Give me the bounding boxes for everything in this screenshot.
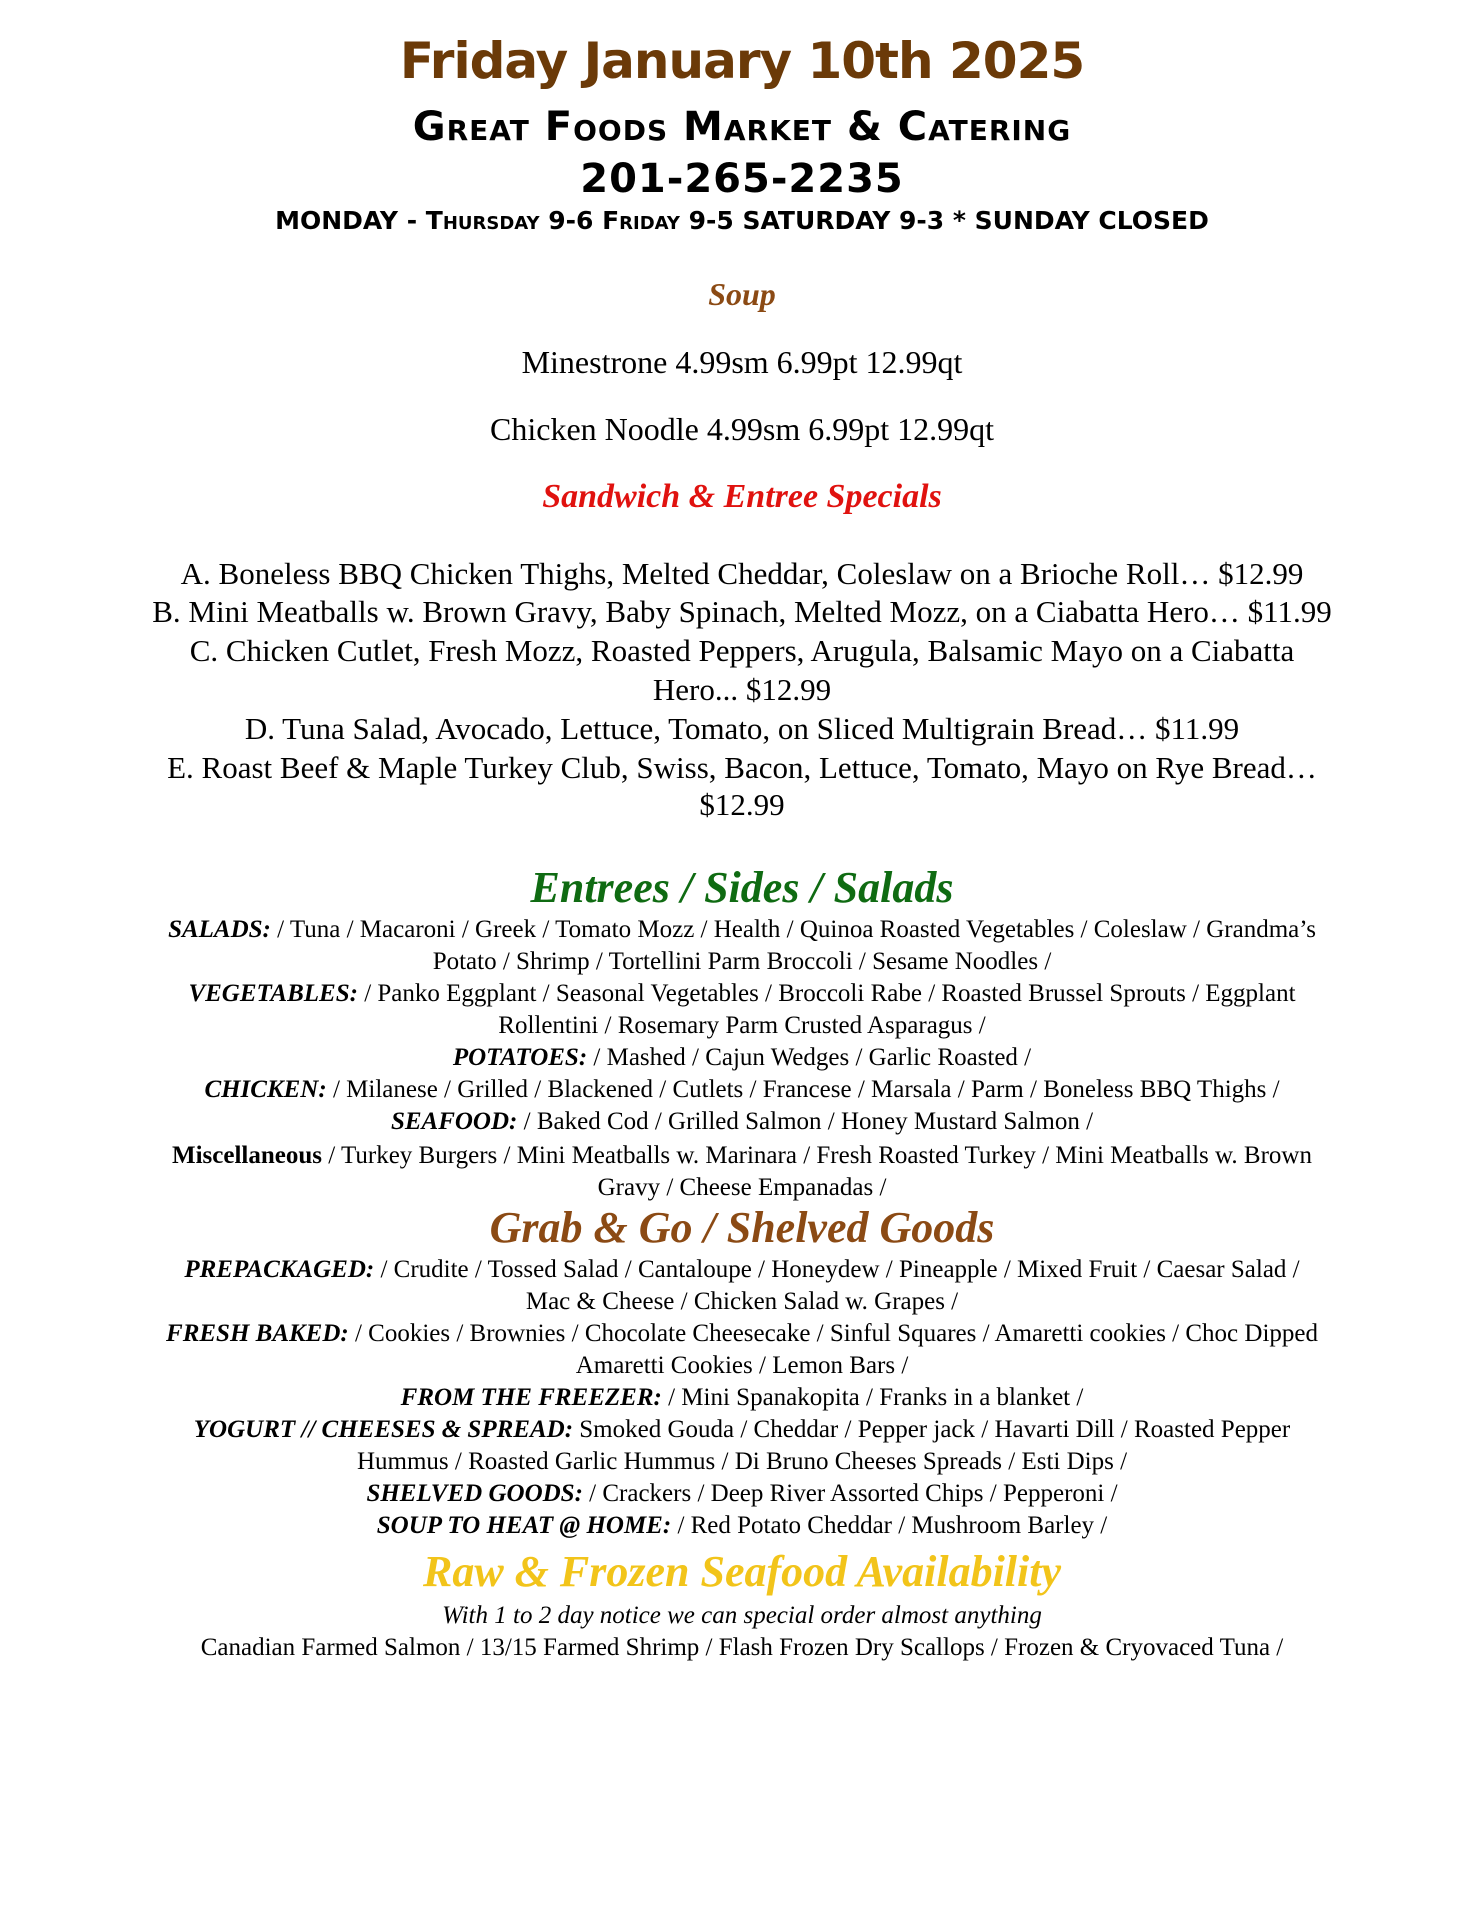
grab-title: Grab & Go / Shelved Goods	[489, 1203, 995, 1252]
category-label: SEAFOOD:	[390, 1108, 518, 1135]
category-line	[40, 1288, 1444, 1316]
store-hours: MONDAY - Thursday 9-6 Friday 9-5 SATURDAY 9-3 * SUNDAY CLOSED	[275, 206, 1209, 235]
raw-items: Canadian Farmed Salmon / 13/15 Farmed Shrimp / Flash Frozen Dry Scallops / Frozen & Cryovaced Tuna /	[200, 1634, 1284, 1661]
category-line	[40, 1044, 1444, 1072]
entrees-title: Entrees / Sides / Salads	[530, 863, 954, 912]
category-text: Hummus / Roasted Garlic Hummus / Di Bruno Cheeses Spreads / Esti Dips /	[356, 1448, 1128, 1475]
category-label: VEGETABLES:	[188, 980, 358, 1007]
category-text: / Cookies / Brownies / Chocolate Cheesecake / Sinful Squares / Amaretti cookies / Choc Dipped	[348, 1320, 1318, 1347]
category-text: Smoked Gouda / Cheddar / Pepper jack / Havarti Dill / Roasted Pepper	[573, 1416, 1291, 1443]
category-line	[40, 1416, 1444, 1444]
special-line: D. Tuna Salad, Avocado, Lettuce, Tomato, on Sliced Multigrain Bread… $11.99	[244, 711, 1240, 746]
category-label: PREPACKAGED:	[184, 1256, 375, 1283]
category-text: / Panko Eggplant / Seasonal Vegetables / Broccoli Rabe / Roasted Brussel Sprouts / Eggplant	[357, 980, 1296, 1007]
category-text: Amaretti Cookies / Lemon Bars /	[575, 1352, 909, 1379]
store-phone: 201-265-2235	[580, 156, 904, 202]
category-text: / Tuna / Macaroni / Greek / Tomato Mozz / Health / Quinoa Roasted Vegetables / Coleslaw / Grandma’s	[270, 916, 1316, 943]
category-label: FROM THE FREEZER:	[400, 1384, 662, 1411]
category-text: Gravy / Cheese Empanadas /	[597, 1174, 887, 1201]
special-line: B. Mini Meatballs w. Brown Gravy, Baby Spinach, Melted Mozz, on a Ciabatta Hero… $11.99	[152, 594, 1332, 629]
category-label: CHICKEN:	[204, 1076, 327, 1103]
special-line: C. Chicken Cutlet, Fresh Mozz, Roasted Peppers, Arugula, Balsamic Mayo on a Ciabatta	[189, 633, 1295, 668]
category-line	[40, 1142, 1444, 1170]
category-line	[40, 1480, 1444, 1508]
category-text: / Turkey Burgers / Mini Meatballs w. Marinara / Fresh Roasted Turkey / Mini Meatballs w. Brown	[322, 1142, 1312, 1169]
raw-note: With 1 to 2 day notice we can special order almost anything	[442, 1602, 1042, 1629]
soup-title: Soup	[708, 276, 776, 312]
soup-item: Chicken Noodle 4.99sm 6.99pt 12.99qt	[490, 411, 994, 447]
category-text: / Crackers / Deep River Assorted Chips / Pepperoni /	[582, 1480, 1118, 1507]
raw-title: Raw & Frozen Seafood Availability	[422, 1547, 1062, 1596]
category-label: SOUP TO HEAT @ HOME:	[376, 1512, 672, 1539]
store-name: Great Foods Market & Catering	[412, 104, 1072, 150]
category-text: / Milanese / Grilled / Blackened / Cutlets / Francese / Marsala / Parm / Boneless BBQ Thighs /	[326, 1076, 1280, 1103]
category-label: YOGURT // CHEESES & SPREAD:	[193, 1416, 574, 1443]
soup-item: Minestrone 4.99sm 6.99pt 12.99qt	[521, 344, 963, 380]
category-text: / Crudite / Tossed Salad / Cantaloupe / Honeydew / Pineapple / Mixed Fruit / Caesar Salad /	[374, 1256, 1300, 1283]
category-line	[40, 948, 1444, 976]
category-line	[40, 1076, 1444, 1104]
category-text: / Red Potato Cheddar / Mushroom Barley /	[671, 1512, 1108, 1539]
category-line	[40, 1512, 1444, 1540]
category-label: Miscellaneous	[172, 1142, 322, 1169]
category-label: FRESH BAKED:	[166, 1320, 349, 1347]
category-text: / Mini Spanakopita / Franks in a blanket /	[661, 1384, 1084, 1411]
category-label: SALADS:	[168, 916, 271, 943]
category-text: Rollentini / Rosemary Parm Crusted Asparagus /	[498, 1012, 986, 1039]
category-text: / Mashed / Cajun Wedges / Garlic Roasted /	[587, 1044, 1032, 1071]
category-text: / Baked Cod / Grilled Salmon / Honey Mustard Salmon /	[517, 1108, 1094, 1135]
special-line: $12.99	[699, 787, 785, 822]
category-line	[40, 1352, 1444, 1380]
specials-title: Sandwich & Entree Specials	[542, 478, 942, 515]
category-line	[40, 1448, 1444, 1476]
category-text: Potato / Shrimp / Tortellini Parm Broccoli / Sesame Noodles /	[432, 948, 1052, 975]
category-line	[40, 1108, 1444, 1136]
category-label: SHELVED GOODS:	[366, 1480, 583, 1507]
category-line	[40, 1012, 1444, 1040]
category-text: Mac & Cheese / Chicken Salad w. Grapes /	[525, 1288, 959, 1315]
category-line	[40, 1384, 1444, 1412]
category-label: POTATOES:	[452, 1044, 588, 1071]
category-line	[40, 1174, 1444, 1202]
category-line	[40, 1320, 1444, 1348]
category-line	[40, 916, 1444, 944]
category-line	[40, 1256, 1444, 1284]
date-title: Friday January 10th 2025	[399, 32, 1085, 90]
special-line: E. Roast Beef & Maple Turkey Club, Swiss, Bacon, Lettuce, Tomato, Mayo on Rye Bread…	[167, 750, 1317, 785]
special-line: A. Boneless BBQ Chicken Thighs, Melted Cheddar, Coleslaw on a Brioche Roll… $12.99	[180, 556, 1304, 591]
special-line: Hero... $12.99	[652, 672, 832, 707]
category-line	[40, 980, 1444, 1008]
